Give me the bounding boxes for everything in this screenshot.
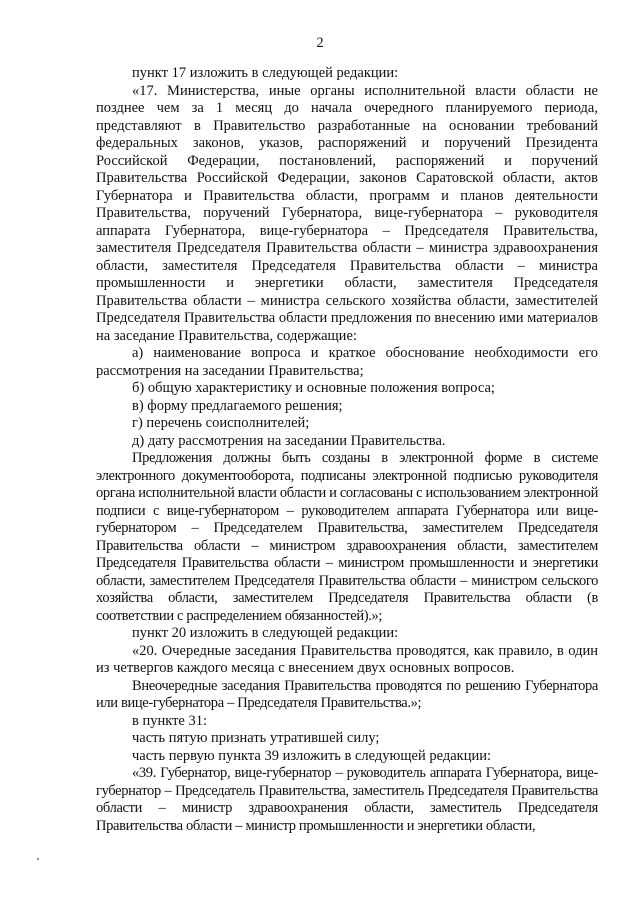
paragraph-subitem-a: а) наименование вопроса и краткое обоснование необходимости его рассмотрения на заседании Правительства; xyxy=(96,345,598,379)
paragraph-subitem-d: д) дату рассмотрения на заседании Правительства. xyxy=(132,432,446,449)
paragraph-amend-item-17: пункт 17 изложить в следующей редакции: xyxy=(132,65,399,81)
paragraph-item-20-text: «20. Очередные заседания Правительства проводятся, как правило, в один из четвергов каждого месяца с внесением двух основных вопросов. xyxy=(96,642,598,676)
scan-speck xyxy=(37,858,39,860)
paragraph-item-17-text: «17. Министерства, иные органы исполнительной власти области не позднее чем за 1 месяц до начала очередного планируемого периода, представляют в Правительство разработанные на основании требований федеральных законов, указов, распоряжений и поручений Президента Российской Федерации, постановлений, распоряжений и поручений Правительства Российской Федерации, законов Саратовской области, актов Губернатора и Правительства области, программ и планов деятельности Правительства, поручений Губернатора, вице-губернатора – руководителя аппарата Губернатора, вице-губернатора – Председателя Правительства, заместителя Председателя Правительства области – министра здравоохранения области, заместителя Председателя Правительства области – министра промышленности и энергетики области, заместителя Председателя Правительства области – министра сельского хозяйства области, заместителей Председателя Правительства области предложения по внесению ими материалов на заседание Правительства, содержащие: xyxy=(96,82,598,344)
paragraph-part-five-void: часть пятую признать утратившей силу; xyxy=(132,730,380,746)
paragraph-in-item-31: в пункте 31: xyxy=(132,712,208,729)
paragraph-extraordinary-meetings: Внеочередные заседания Правительства проводятся по решению Губернатора или вице-губернатора – Председателя Правительства.»; xyxy=(96,677,598,711)
paragraph-amend-item-20: пункт 20 изложить в следующей редакции: xyxy=(132,625,399,641)
paragraph-item-39-text: «39. Губернатор, вице-губернатор – руководитель аппарата Губернатора, вице-губернатор – Председатель Правительства, заместитель Председателя Правительства области – министр здравоохранения области, заместитель Председателя Правительства области – министр промышленности и энергетики области, xyxy=(96,765,598,834)
paragraph-amend-item-39: часть первую пункта 39 изложить в следующей редакции: xyxy=(132,747,492,764)
document-body xyxy=(96,65,598,835)
paragraph-subitem-v: в) форму предлагаемого решения; xyxy=(132,397,343,414)
page-number: 2 xyxy=(316,35,324,51)
paragraph-subitem-b: б) общую характеристику и основные положения вопроса; xyxy=(132,380,495,396)
paragraph-proposals-electronic: Предложения должны быть созданы в электронной форме в системе электронного документооборота, подписаны электронной подписью руководителя органа исполнительной власти области и согласованы с использованием электронной подписи с вице-губернатором – руководителем аппарата Губернатора или вице-губернатором – Председателем Правительства, заместителем Председателя Правительства области – министром здравоохранения области, заместителем Председателя Правительства области – министром промышленности и энергетики области, заместителем Председателя Правительства области – министром сельского хозяйства области, заместителем Председателя Правительства области (в соответствии с распределением обязанностей).»; xyxy=(96,450,598,624)
paragraph-subitem-g: г) перечень соисполнителей; xyxy=(132,415,310,431)
